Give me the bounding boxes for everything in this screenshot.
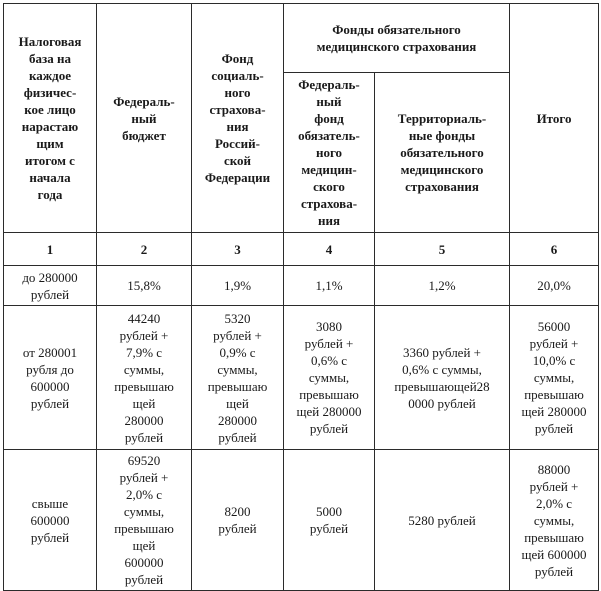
row-federal-medical: 1,1% xyxy=(284,266,375,306)
row-total: 88000 рублей + 2,0% с суммы, превышаю щей 600000 рублей xyxy=(510,450,599,591)
column-number-3: 3 xyxy=(192,233,284,266)
row-social-fund: 1,9% xyxy=(192,266,284,306)
row-base: до 280000 рублей xyxy=(4,266,97,306)
table-row xyxy=(4,306,599,450)
row-base: свыше 600000 рублей xyxy=(4,450,97,591)
row-total: 20,0% xyxy=(510,266,599,306)
tax-rates-table xyxy=(3,3,599,591)
header-federal-budget: Федераль- ный бюджет xyxy=(97,4,192,233)
row-federal-budget: 44240 рублей + 7,9% с суммы, превышаю щей 280000 рублей xyxy=(97,306,192,450)
column-number-6: 6 xyxy=(510,233,599,266)
column-number-2: 2 xyxy=(97,233,192,266)
row-social-fund: 5320 рублей + 0,9% с суммы, превышаю щей 280000 рублей xyxy=(192,306,284,450)
column-number-4: 4 xyxy=(284,233,375,266)
column-number-row xyxy=(4,233,599,266)
row-base: от 280001 рубля до 600000 рублей xyxy=(4,306,97,450)
row-social-fund: 8200 рублей xyxy=(192,450,284,591)
column-number-1: 1 xyxy=(4,233,97,266)
table-row xyxy=(4,450,599,591)
header-total: Итого xyxy=(510,4,599,233)
header-territorial-medical: Территориаль- ные фонды обязательного медицинского страхования xyxy=(375,73,510,233)
row-federal-medical: 3080 рублей + 0,6% с суммы, превышаю щей 280000 рублей xyxy=(284,306,375,450)
row-total: 56000 рублей + 10,0% с суммы, превышаю щей 280000 рублей xyxy=(510,306,599,450)
header-tax-base: Налоговая база на каждое физичес- кое лицо нарастаю щим итогом с начала года xyxy=(4,4,97,233)
row-federal-budget: 15,8% xyxy=(97,266,192,306)
header-medical-group: Фонды обязательного медицинского страхования xyxy=(284,4,510,73)
row-federal-medical: 5000 рублей xyxy=(284,450,375,591)
row-territorial-medical: 1,2% xyxy=(375,266,510,306)
row-federal-budget: 69520 рублей + 2,0% с суммы, превышаю щей 600000 рублей xyxy=(97,450,192,591)
header-social-fund: Фонд социаль- ного страхова- ния Россий- ской Федерации xyxy=(192,4,284,233)
header-federal-medical: Федераль- ный фонд обязатель- ного медицин- ского страхова- ния xyxy=(284,73,375,233)
column-number-5: 5 xyxy=(375,233,510,266)
row-territorial-medical: 5280 рублей xyxy=(375,450,510,591)
table-row xyxy=(4,266,599,306)
row-territorial-medical: 3360 рублей + 0,6% с суммы, превышающей28 0000 рублей xyxy=(375,306,510,450)
